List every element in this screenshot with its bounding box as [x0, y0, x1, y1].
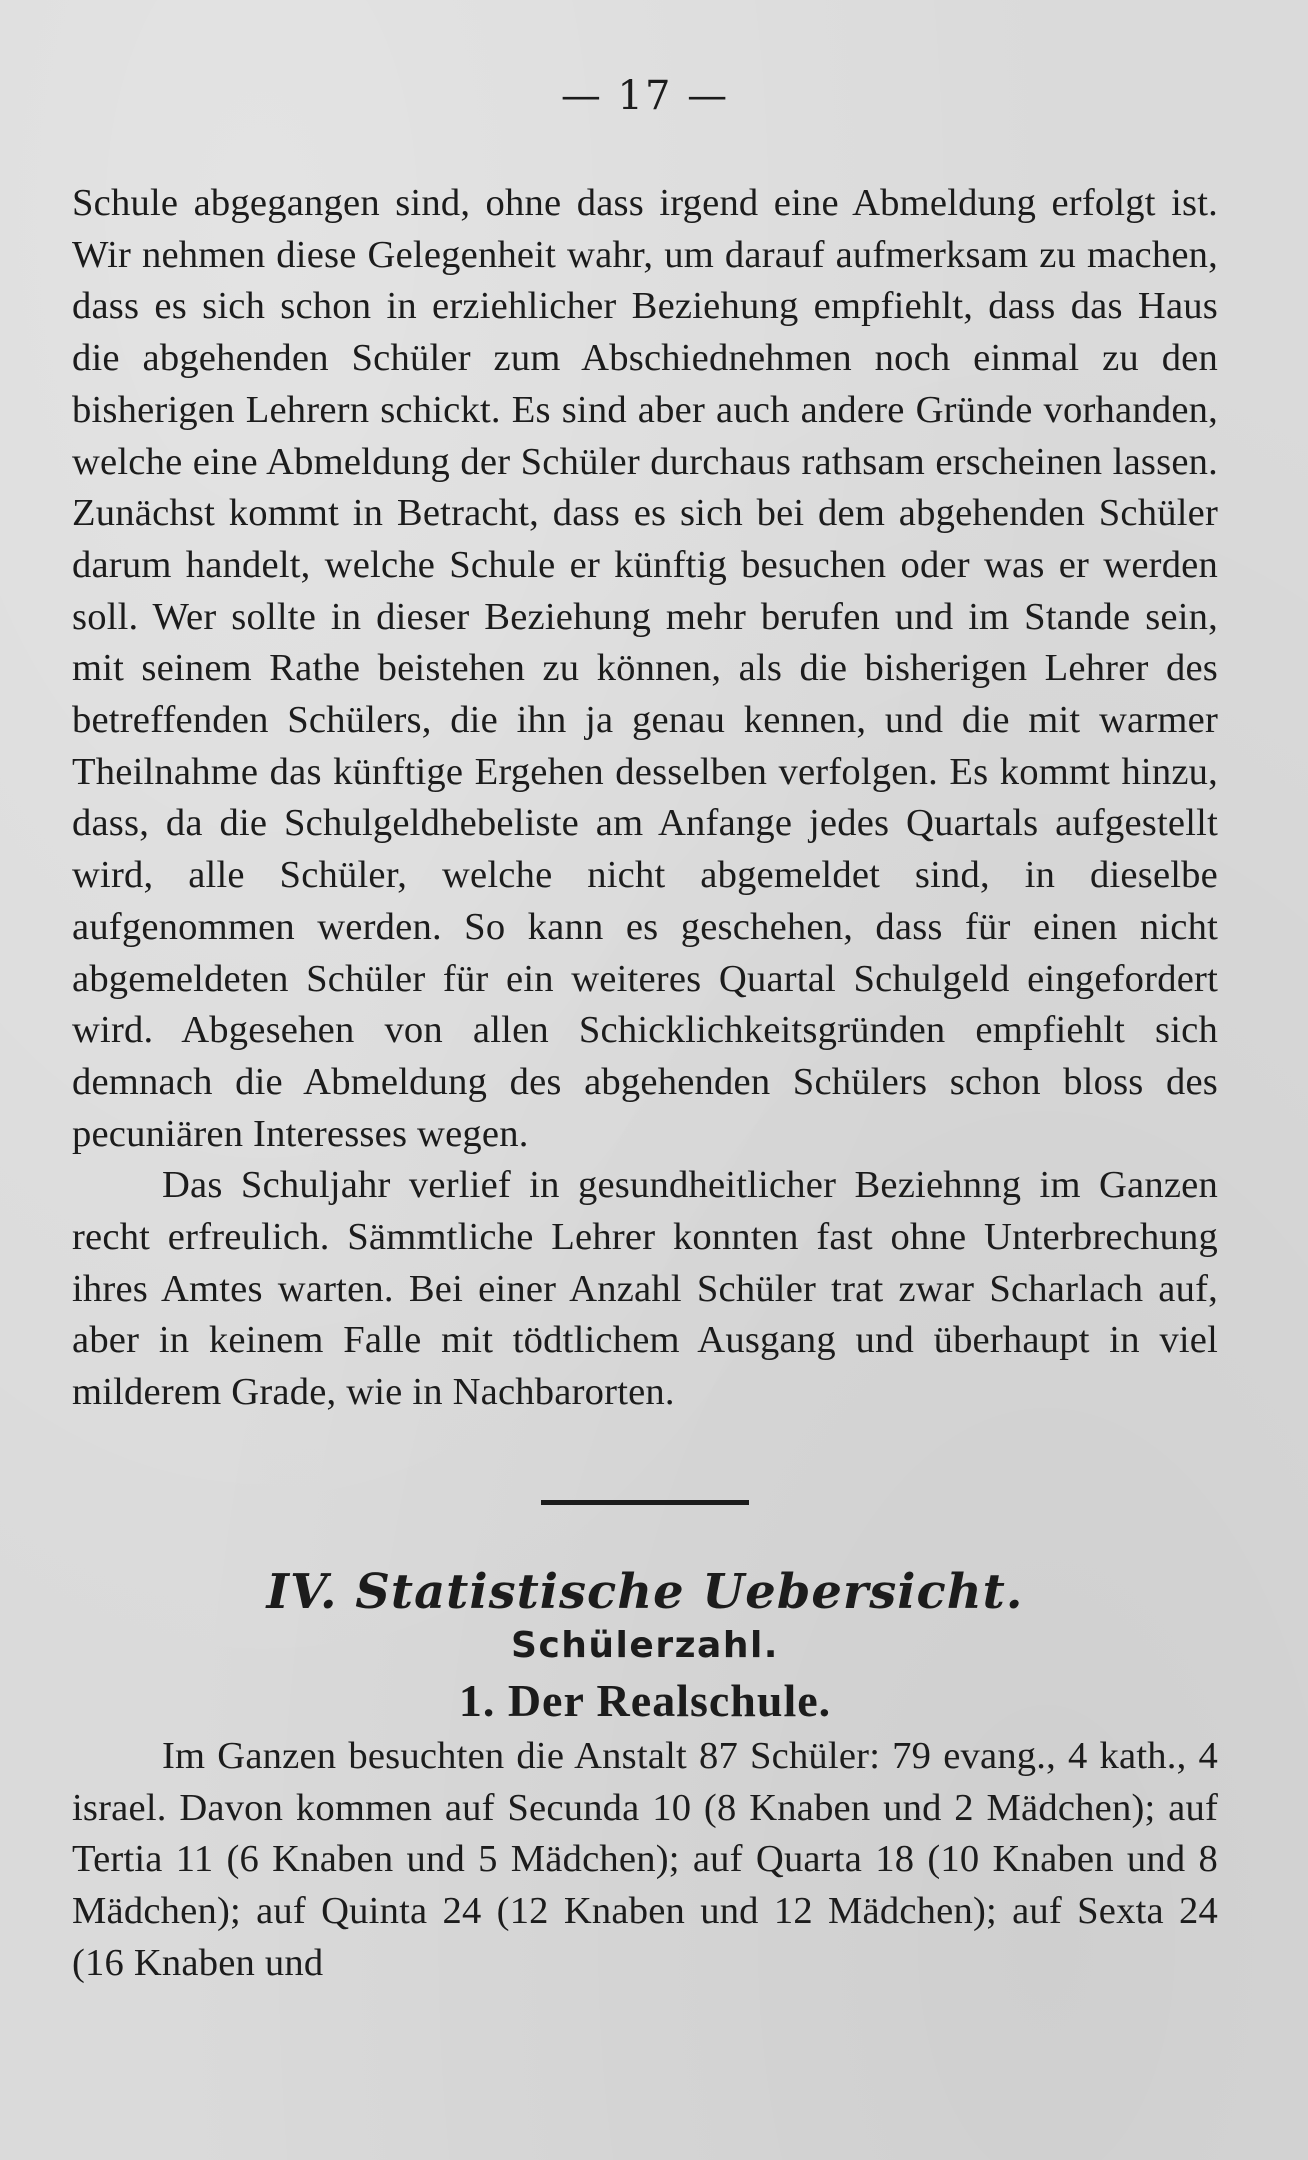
subsection-title: 1. Der Realschule.: [458, 1674, 832, 1726]
section-subtitle: Schülerzahl.: [511, 1624, 779, 1666]
paragraph-gesundheit: Das Schuljahr verlief in gesundheitlicher Beziehnng im Ganzen recht erfreulich. Sämmtliche Lehrer konnten fast ohne Unterbrechung ihres Amtes warten. Bei einer Anzahl Schüler trat zwar Scharlach auf, aber in keinem Falle mit tödtlichem Ausgang und überhaupt in viel milderem Grade, wie in Nachbarorten.: [72, 1164, 1218, 1414]
section-title: IV. Statistische Uebersicht.: [266, 1563, 1024, 1620]
paragraph-abmeldung: Schule abgegangen sind, ohne dass irgend eine Abmeldung erfolgt ist. Wir nehmen diese Gelegenheit wahr, um darauf aufmerksam zu machen, dass es sich schon in erziehlicher Beziehung empfiehlt, dass das Haus die abgehenden Schüler zum Abschiednehmen noch einmal zu den bisherigen Lehrern schickt. Es sind aber auch andere Gründe vorhanden, welche eine Abmeldung der Schüler durchaus rathsam erscheinen lassen. Zunächst kommt in Betracht, dass es sich bei dem abgehenden Schüler darum handelt, welche Schule er künftig besuchen oder was er werden soll. Wer sollte in dieser Beziehung mehr berufen und im Stande sein, mit seinem Rathe beistehen zu können, als die bisherigen Lehrer des betreffenden Schülers, die ihn ja genau kennen, und die mit warmer Theilnahme das künftige Ergehen desselben verfolgen. Es kommt hinzu, dass, da die Schulgeldhebeliste am Anfange jedes Quartals aufgestellt wird, alle Schüler, welche nicht abgemeldet sind, in dieselbe aufgenommen werden. So kann es geschehen, dass für einen nicht abgemeldeten Schüler für ein weiteres Quartal Schulgeld eingefordert wird. Abgesehen von allen Schicklichkeitsgründen empfiehlt sich demnach die Abmeldung des abgehenden Schülers schon bloss des pecuniären Interesses wegen.: [72, 182, 1218, 1155]
paragraph-schuelerzahl: Im Ganzen besuchten die Anstalt 87 Schüler: 79 evang., 4 kath., 4 israel. Davon kommen auf Secunda 10 (8 Knaben und 2 Mädchen); auf Tertia 11 (6 Knaben und 5 Mädchen); auf Quarta 18 (10 Knaben und 8 Mädchen); auf Quinta 24 (12 Knaben und 12 Mädchen); auf Sexta 24 (16 Knaben und: [72, 1734, 1218, 1984]
section-divider: [541, 1500, 749, 1505]
page-number: — 17 —: [560, 73, 730, 119]
